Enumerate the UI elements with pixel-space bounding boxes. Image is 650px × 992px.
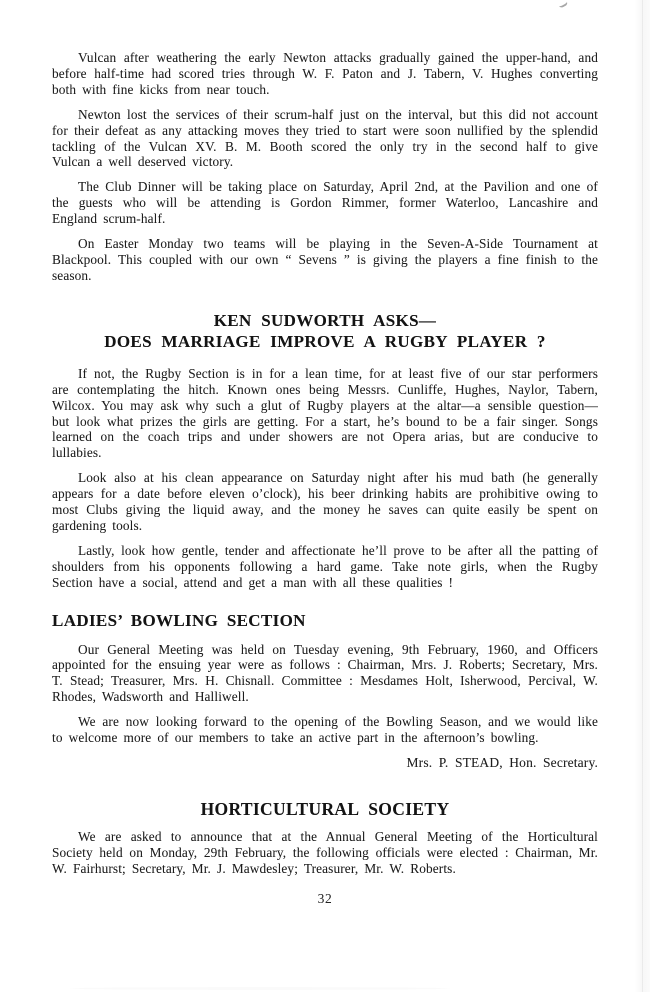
- section-rugby-report: [52, 50, 598, 284]
- ladies-bowling-heading: LADIES’ BOWLING SECTION: [52, 610, 306, 630]
- article-heading: [52, 310, 598, 352]
- paragraph: We are asked to announce that at the Annual General Meeting of the Horticultural Society held on Monday, 29th February, the following officials were elected : Chairman, Mr. W. Fairhurst; Secretary, Mr. J. Mawdesley; Treasurer, Mr. W. Roberts.: [52, 829, 598, 876]
- paragraph: Look also at his clean appearance on Saturday night after his mud bath (he generally appears for a date before eleven o’clock), his beer drinking habits are prohibitive owing to most Clubs giving the liquid away, and the money he saves can quite easily be spent on gardening tools.: [52, 470, 598, 533]
- paragraph: The Club Dinner will be taking place on Saturday, April 2nd, at the Pavilion and one of the guests who will be attending is Gordon Rimmer, former Waterloo, Lancashire and England scrum-half.: [52, 179, 598, 227]
- paragraph: Lastly, look how gentle, tender and affectionate he’ll prove to be after all the patting of shoulders from his opponents following a hard game. Take note girls, when the Rugby Section have a social, attend and get a man with all these qualities !: [52, 542, 598, 590]
- paragraph: We are now looking forward to the opening of the Bowling Season, and we would like to welcome more of our members to take an active part in the afternoon’s bowling.: [52, 714, 598, 746]
- section-horticultural: [52, 799, 598, 877]
- horticultural-heading: HORTICULTURAL SOCIETY: [200, 799, 450, 819]
- paragraph: Vulcan after weathering the early Newton attacks gradually gained the upper-hand, and before half-time had scored tries through W. F. Paton and J. Tabern, V. Hughes converting both with fine kicks from near touch.: [52, 50, 598, 97]
- text-column: [52, 0, 598, 907]
- article-heading-line1: KEN SUDWORTH ASKS—: [213, 310, 437, 330]
- article-heading-line2: DOES MARRIAGE IMPROVE A RUGBY PLAYER ?: [104, 331, 546, 351]
- page-edge-seam: [642, 0, 643, 992]
- paragraph: Our General Meeting was held on Tuesday evening, 9th February, 1960, and Officers appointed for the ensuing year were as follows : Chairman, Mrs. J. Roberts; Secretary, Mrs. T. Stead; Treasurer, Mrs. H. Chisnall. Committee : Mesdames Holt, Isherwood, Percival, W. Rhodes, Wadsworth and Halliwell.: [52, 641, 598, 705]
- paragraph: If not, the Rugby Section is in for a lean time, for at least five of our star performers are contemplating the hitch. Known ones being Messrs. Cunliffe, Hughes, Naylor, Tabern, Wilcox. You may ask why such a glut of Rugby players at the altar—a sensible question—but look what prizes the girls are getting. For a start, he’s bound to be a fair singer. Songs learned on the coach trips and under showers are not Opera arias, but are conducive to lullabies.: [52, 365, 598, 461]
- honorary-secretary-signature: Mrs. P. STEAD, Hon. Secretary.: [406, 755, 598, 770]
- paragraph: On Easter Monday two teams will be playing in the Seven-A-Side Tournament at Blackpool. This coupled with our own “ Sevens ” is giving the players a fine finish to the season.: [52, 236, 598, 283]
- paragraph: Newton lost the services of their scrum-half just on the interval, but this did not account for their defeat as any attacking moves they tried to start were soon nullified by the splendid tackling of the Vulcan XV. B. M. Booth scored the only try in the second half to give Vulcan a well deserved victory.: [52, 106, 598, 170]
- page-edge-shadow: [634, 0, 650, 992]
- page-number: 32: [317, 890, 333, 906]
- scan-smudge: [70, 987, 450, 990]
- section-marriage-article: [52, 310, 598, 591]
- section-ladies-bowling: [52, 611, 598, 771]
